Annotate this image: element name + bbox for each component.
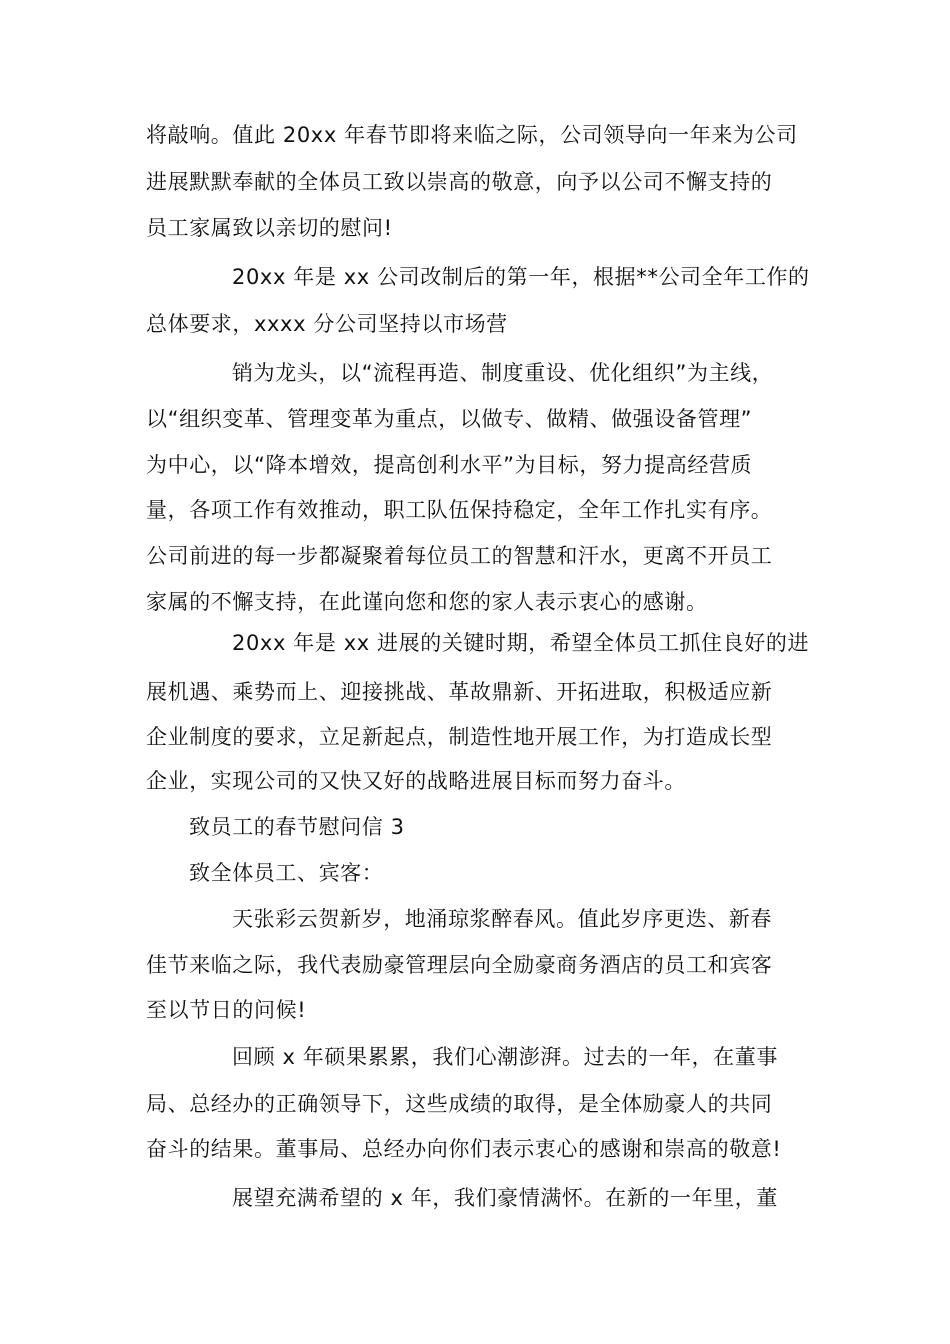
text-line: 20xx 年是 xx 进展的关键时期，希望全体员工抓住良好的进 [232, 631, 810, 655]
text-line: 员工家属致以亲切的慰问! [146, 216, 393, 240]
text-line: 将敲响。值此 20xx 年春节即将来临之际，公司领导向一年来为公司 [146, 123, 798, 147]
text-line: 为中心，以“降本增效，提高创利水平”为目标，努力提高经营质 [146, 453, 753, 477]
text-line: 局、总经办的正确领导下，这些成绩的取得，是全体励豪人的共同 [146, 1092, 773, 1116]
salutation: 致全体员工、宾客： [189, 861, 384, 885]
text-line: 量，各项工作有效推动，职工队伍保持稳定，全年工作扎实有序。 [146, 498, 773, 522]
text-line: 奋斗的结果。董事局、总经办向你们表示衷心的感谢和崇高的敬意! [146, 1137, 782, 1161]
text-line: 展机遇、乘势而上、迎接挑战、革故鼎新、开拓进取，积极适应新 [146, 680, 773, 704]
text-line: 佳节来临之际，我代表励豪管理层向全励豪商务酒店的员工和宾客 [146, 953, 773, 977]
text-line: 企业制度的要求，立足新起点，制造性地开展工作，为打造成长型 [146, 725, 773, 749]
text-line: 公司前进的每一步都凝聚着每位员工的智慧和汗水，更离不开员工 [146, 544, 773, 568]
text-line: 至以节日的问候! [146, 998, 307, 1022]
text-line: 销为龙头，以“流程再造、制度重设、优化组织”为主线， [232, 361, 774, 385]
text-line: 总体要求，xxxx 分公司坚持以市场营 [146, 312, 508, 336]
text-line: 20xx 年是 xx 公司改制后的第一年，根据**公司全年工作的 [232, 265, 810, 289]
text-line: 回顾 x 年硕果累累，我们心潮澎湃。过去的一年，在董事 [232, 1045, 778, 1069]
text-line: 进展默默奉献的全体员工致以崇高的敬意，向予以公司不懈支持的 [146, 170, 773, 194]
text-line: 家属的不懈支持，在此谨向您和您的家人表示衷心的感谢。 [146, 590, 708, 614]
section-title: 致员工的春节慰问信 3 [189, 815, 405, 839]
text-line: 企业，实现公司的又快又好的战略进展目标而努力奋斗。 [146, 769, 686, 793]
text-line: 展望充满希望的 x 年，我们豪情满怀。在新的一年里，董 [232, 1186, 778, 1210]
text-line: 天张彩云贺新岁，地涌琼浆醉春风。值此岁序更迭、新春 [232, 907, 772, 931]
text-line: 以“组织变革、管理变革为重点，以做专、做精、做强设备管理” [146, 407, 753, 431]
